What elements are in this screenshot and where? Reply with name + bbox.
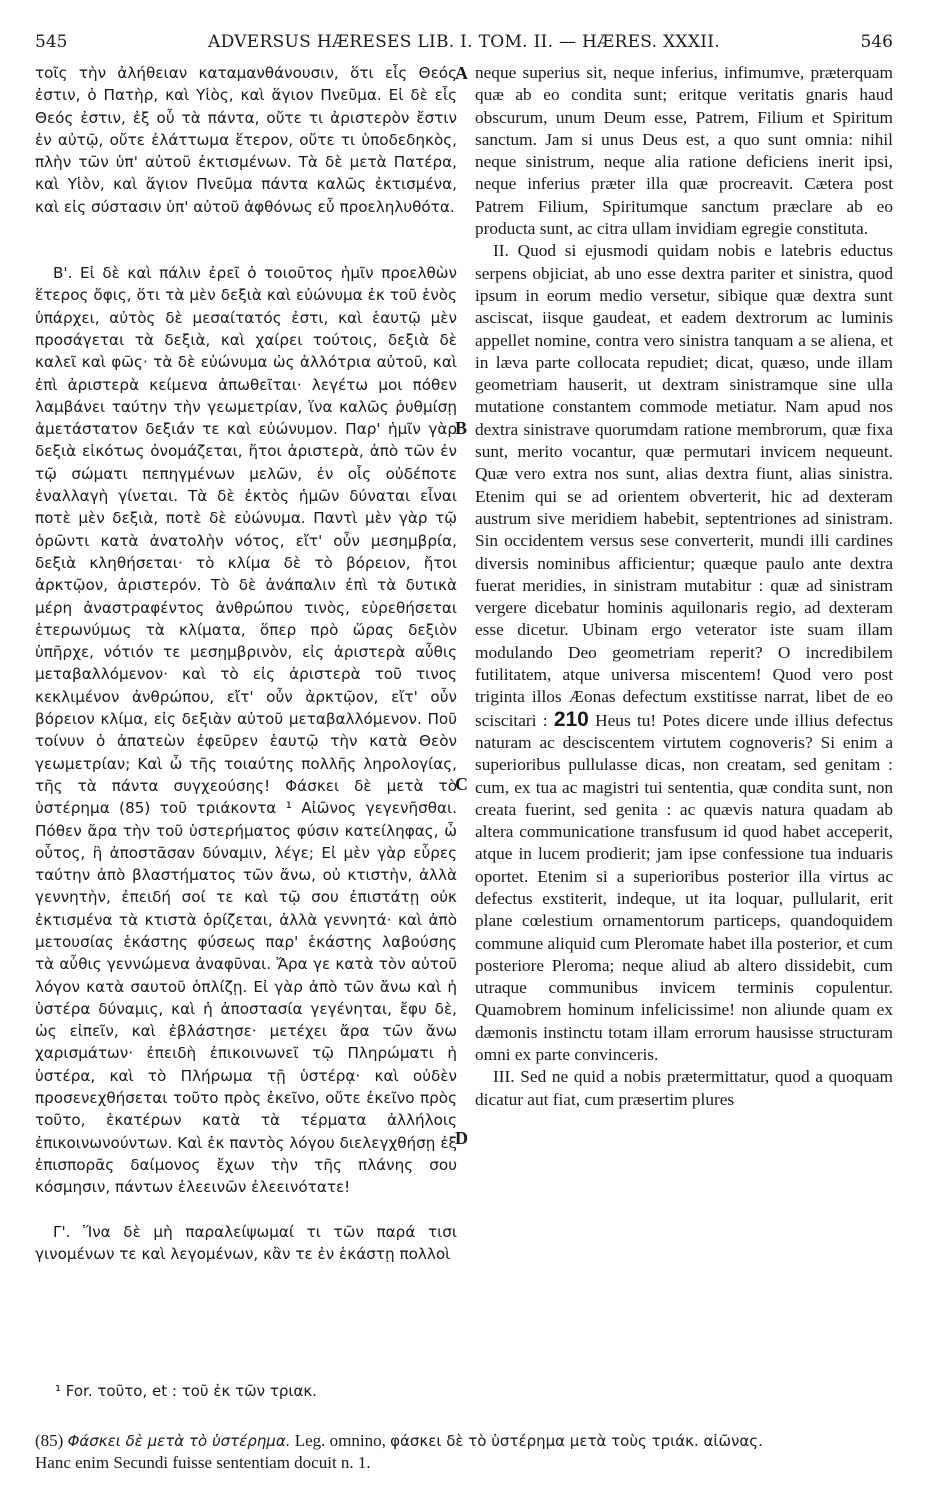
latin-paragraph-1: neque superius sit, neque inferius, infimumve, præterquam quæ ab eo condita sunt; eritque veritatis gnaris haud obscurum, unum Deum esse, Patrem, Filium et Spiritum sanctum. Jam si unus Deus est, a quo sunt omnia: nihil neque sinistrum, neque alia ratione deficiens inerit ipsi, neque inferius præter illa quæ procreavit. Cætera post Patrem Filium, Spiritumque sanctum præclare ab eo producta sunt, ac citra ullam invidiam egregie constituta. (475, 63, 893, 239)
margin-letter-c: C (455, 774, 468, 794)
margin-letter-d: D (455, 1128, 468, 1148)
note-text-2: Hanc enim Secundi fuisse sententiam docuit n. 1. (35, 1453, 371, 1472)
running-title: ADVERSUS HÆRESES LIB. I. TOM. II. — HÆRES. XXXII. (208, 32, 720, 52)
reference-number: 210 (553, 707, 589, 731)
greek-paragraph-3: Γ'. Ἵνα δὲ μὴ παραλείψωμαί τι τῶν παρά τισι γινομένων τε καὶ λεγομένων, κἂν τε ἐν ἑκάστῃ πολλοὶ (35, 1222, 457, 1263)
page-number-right: 546 (860, 32, 893, 52)
footnote: ¹ For. τοῦτο, et : τοῦ ἐκ τῶν τριακ. (55, 1382, 317, 1400)
note-text-1: Leg. omnino, (294, 1431, 386, 1450)
greek-column (35, 62, 457, 1265)
margin-letter-a: A (455, 63, 468, 83)
endnote (35, 1430, 893, 1474)
page-number-left: 545 (35, 32, 68, 52)
greek-paragraph-1: τοῖς τὴν ἀλήθειαν καταμανθάνουσιν, ὅτι εἷς Θεός ἐστιν, ὁ Πατὴρ, καὶ Υἱὸς, καὶ ἅγιον Πνεῦμα. Εἰ δὲ εἷς Θεός ἐστιν, ἐξ οὗ τὰ πάντα, οὔτε τι ἀριστερὸν ἔστιν ἐν αὐτῷ, οὔτε ἐλάττωμα ἕτερον, οὔτε τι ὑποδεδηκὸς, πλὴν τῶν ὑπ' αὐτοῦ ἐκτισμένων. Τὰ δὲ μετὰ Πατέρα, καὶ Υἱὸν, καὶ ἅγιον Πνεῦμα πάντα καλῶς ἐκτισμένα, καὶ εἰς σύστασιν ὑπ' αὐτοῦ ἀφθόνως εὖ προεληλυθότα. (35, 64, 457, 216)
latin-paragraph-3: III. Sed ne quid a nobis prætermittatur, quod a quoquam dicatur aut fiat, cum præsertim plures (475, 1067, 893, 1109)
margin-letter-b: B (455, 418, 468, 438)
latin-paragraph-2-part-b: Heus tu! Potes dicere unde illius defectus naturam ac desciscentem virtutem cognoveris? Si enim a superioribus pullulasse dicas, non creatam, sed genitam : cum, ex tua ac magistri tui sententia, quæ condita sunt, non creata fuerint, sed genita : ac quævis natura quadam ab altera communicatione transfusum id quod habet acceperit, atque in lucem prodierit; jam ipse confessione tua induaris oportet. Etenim si a superioribus posterior illa virtus ac defectus exstiterit, indeque, ut ita loquar, pullularit, erit plane cœlestium ornamentorum particeps, quandoquidem commune aliquid cum Pleromate habet illa posterior, et cum posteriore Pleroma; neque aliud ab altero dissidebit, cum utraque communibus invicem terminis copulentur. Quamobrem hominum infelicissime! non aliunde quam ex dæmonis instinctu totam illam errorum hausisse structuram omni ex parte convinceris. (475, 710, 893, 1065)
latin-paragraph-2-part-a: II. Quod si ejusmodi quidam nobis e latebris eductus serpens objiciat, ab uno esse dextra pariter et sinistra, quod ipsum in eorum medio versetur, sibique quæ dextra sunt asciscat, iisque gaudeat, et eadem dextrorum ac luminis appellet nomine, contra vero sinistra tanquam a se aliena, et in læva parte collocata repudiet; dicat, quæso, unde illam geometriam hauserit, ut dextram sinistramque sine ulla mutatione constantem commode metiatur. Nam apud nos dextra sinistrave quorumdam ratione membrorum, quæ fixa sunt, merito vocantur, quæ permutari invicem nequeunt. Quæ vero extra nos sunt, alias dextra fiunt, alias sinistra. Etenim qui se ad orientem obverterit, hic ad dexteram austrum sive meridiem habebit, septentriones ad sinistram. Sin occidentem versus sese converterit, mundi illi cardines diversis nominibus afficientur; quæque paulo ante dextra fuerat meridies, in sinistram mutabitur : quæ ad sinistram vergere dicebatur hominis aquilonaris regio, ad dexteram esse dicetur. Ubinam ergo veterator iste suam illam modulando Deo geometriam reperit? O incredibilem futilitatem, atque universa miscentem! Quod vero post triginta illos Æonas defectum exstitisse narrat, libet de eo sciscitari : (475, 241, 893, 730)
note-number: (85) (35, 1431, 64, 1450)
latin-paragraph-2 (475, 240, 893, 1066)
running-header (35, 32, 893, 56)
greek-paragraph-2: Β'. Εἰ δὲ καὶ πάλιν ἐρεῖ ὁ τοιοῦτος ἡμῖν προελθὼν ἕτερος ὄφις, ὅτι τὰ μὲν δεξιὰ καὶ εὐώνυμα ἐκ τοῦ ἑνὸς ὑπάρχει, αὐτὸς δὲ μεσαίτατός ἐστι, καὶ ἑαυτῷ μὲν προσάγεται τὰ δεξιὰ, καὶ χαίρει τούτοις, δεξιὰ δὲ καλεῖ καὶ φῶς· τὰ δὲ εὐώνυμα ὡς ἀλλότρια αὐτοῦ, καὶ ἐπὶ ἀριστερὰ κείμενα ἀπωθεῖται· λεγέτω μοι πόθεν λαμβάνει ταύτην τὴν γεωμετρίαν, ἵνα καλῶς ῥυθμίσῃ ἀμετάστατον δεξιάν τε καὶ εὐώνυμον. Παρ' ἡμῖν γὰρ δεξιὰ εἰκότως ὀνομάζεται, ἤτοι ἀριστερὰ, ἀπὸ τῶν ἐν τῷ σώματι πεπηγμένων μελῶν, ἐν οἷς οὐδέποτε ἐναλλαγὴ γίνεται. Τὰ δὲ ἐκτὸς ἡμῶν δύναται εἶναι ποτὲ μὲν δεξιὰ, ποτὲ δὲ εὐώνυμα. Παντὶ μὲν γὰρ τῷ ὁρῶντι κατὰ ἀνατολὴν νότος, εἴτ' οὖν μεσημβρία, δεξιὰ κληθήσεται· τὸ κλίμα δὲ τὸ βόρειον, ἤτοι ἀρκτῷον, ἀριστερόν. Τὸ δὲ ἀνάπαλιν ἐπὶ τὰ δυτικὰ μέρη ἀναστραφέντος ἀνθρώπου τινὸς, εὑρεθήσεται ἑτερωνύμως τὰ κλίματα, ὅπερ πρὸ ὥρας δεξιὸν ὑπῆρχε, νότιόν τε μεσημβρινὸν, εἰς ἀριστερὰ αὖθις μεταβαλλόμενον· καὶ τὸ εἰς ἀριστερὰ τοῦ τινος κεκλιμένον ἀνθρώπου, εἴτ' οὖν ἀρκτῷον, εἴτ' οὖν βόρειον κλίμα, εἰς δεξιὰν αὐτοῦ μεταβαλλόμενον. Ποῦ τοίνυν ὁ ἀπατεὼν ἐφεῦρεν ἑαυτῷ τὴν κατὰ Θεὸν γεωμετρίαν; Καὶ ὦ τῆς τοιαύτης πολλῆς ληρολογίας, τῆς τὰ πάντα συγχεούσης! Φάσκει δὲ μετὰ τὸ ὑστέρημα (85) τοῦ τριάκοντα ¹ Αἰῶνος γεγενῆσθαι. Πόθεν ἄρα τὴν τοῦ ὑστερήματος φύσιν κατείληφας, ὦ οὗτος, ἢ ἀποστᾶσαν δύναμιν, λέγε; Εἰ μὲν γὰρ εὗρες ταύτην ἀπὸ βλαστήματος τῶν ἄνω, οὐ κτιστὴν, ἀλλὰ γεννητὴν, ἐπειδή σοί τε καὶ τῷ σου ἐπιστάτῃ οὐκ ἐκτισμένα τὰ κτιστὰ ὁρίζεται, ἀλλὰ γεννητά· καὶ ἀπὸ μετουσίας ἑκάστης φύσεως παρ' ἑκάστης λαβούσης τὰ αὖθις γεννώμενα ἀναφῦναι. Ἄρα γε κατὰ τὸν αὐτοῦ λόγον κατὰ σαυτοῦ ὁπλίζῃ. Εἰ γὰρ ἀπὸ τῶν ἄνω καὶ ἡ ὑστέρα δύναμις, καὶ ἡ ἀποστασία γεγένηται, ἔφυ δὲ, ὡς εἰπεῖν, καὶ ἐβλάστησε· μετέχει ἄρα τῶν ἄνω χαρισμάτων· ἐπειδὴ ἐπικοινωνεῖ τῷ Πληρώματι ἡ ὑστέρα, καὶ τὸ Πλήρωμα τῇ ὑστέρᾳ· καὶ οὐδὲν προσενεχθήσεται τοῦτο πρὸς ἐκεῖνο, οὔτε ἐκεῖνο πρὸς τοῦτο, ἑκατέρων κατὰ τὰ τέρματα ἀλλήλοις ἐπικοινωνούντων. Καὶ ἐκ παντὸς λόγου διελεγχθήσῃ ἐξ ἐπισπορᾶς δαίμονος ἔχων τὴν τῆς πλάνης σου κόσμησιν, πάντων ἐλεεινῶν ἐλεεινότατε! (35, 264, 457, 1197)
note-lemma: Φάσκει δὲ μετὰ τὸ ὑστέρημα. (67, 1432, 291, 1450)
note-greek: φάσκει δὲ τὸ ὑστέρημα μετὰ τοὺς τριάκ. αἰῶνας. (390, 1432, 763, 1450)
latin-column (475, 62, 893, 1111)
